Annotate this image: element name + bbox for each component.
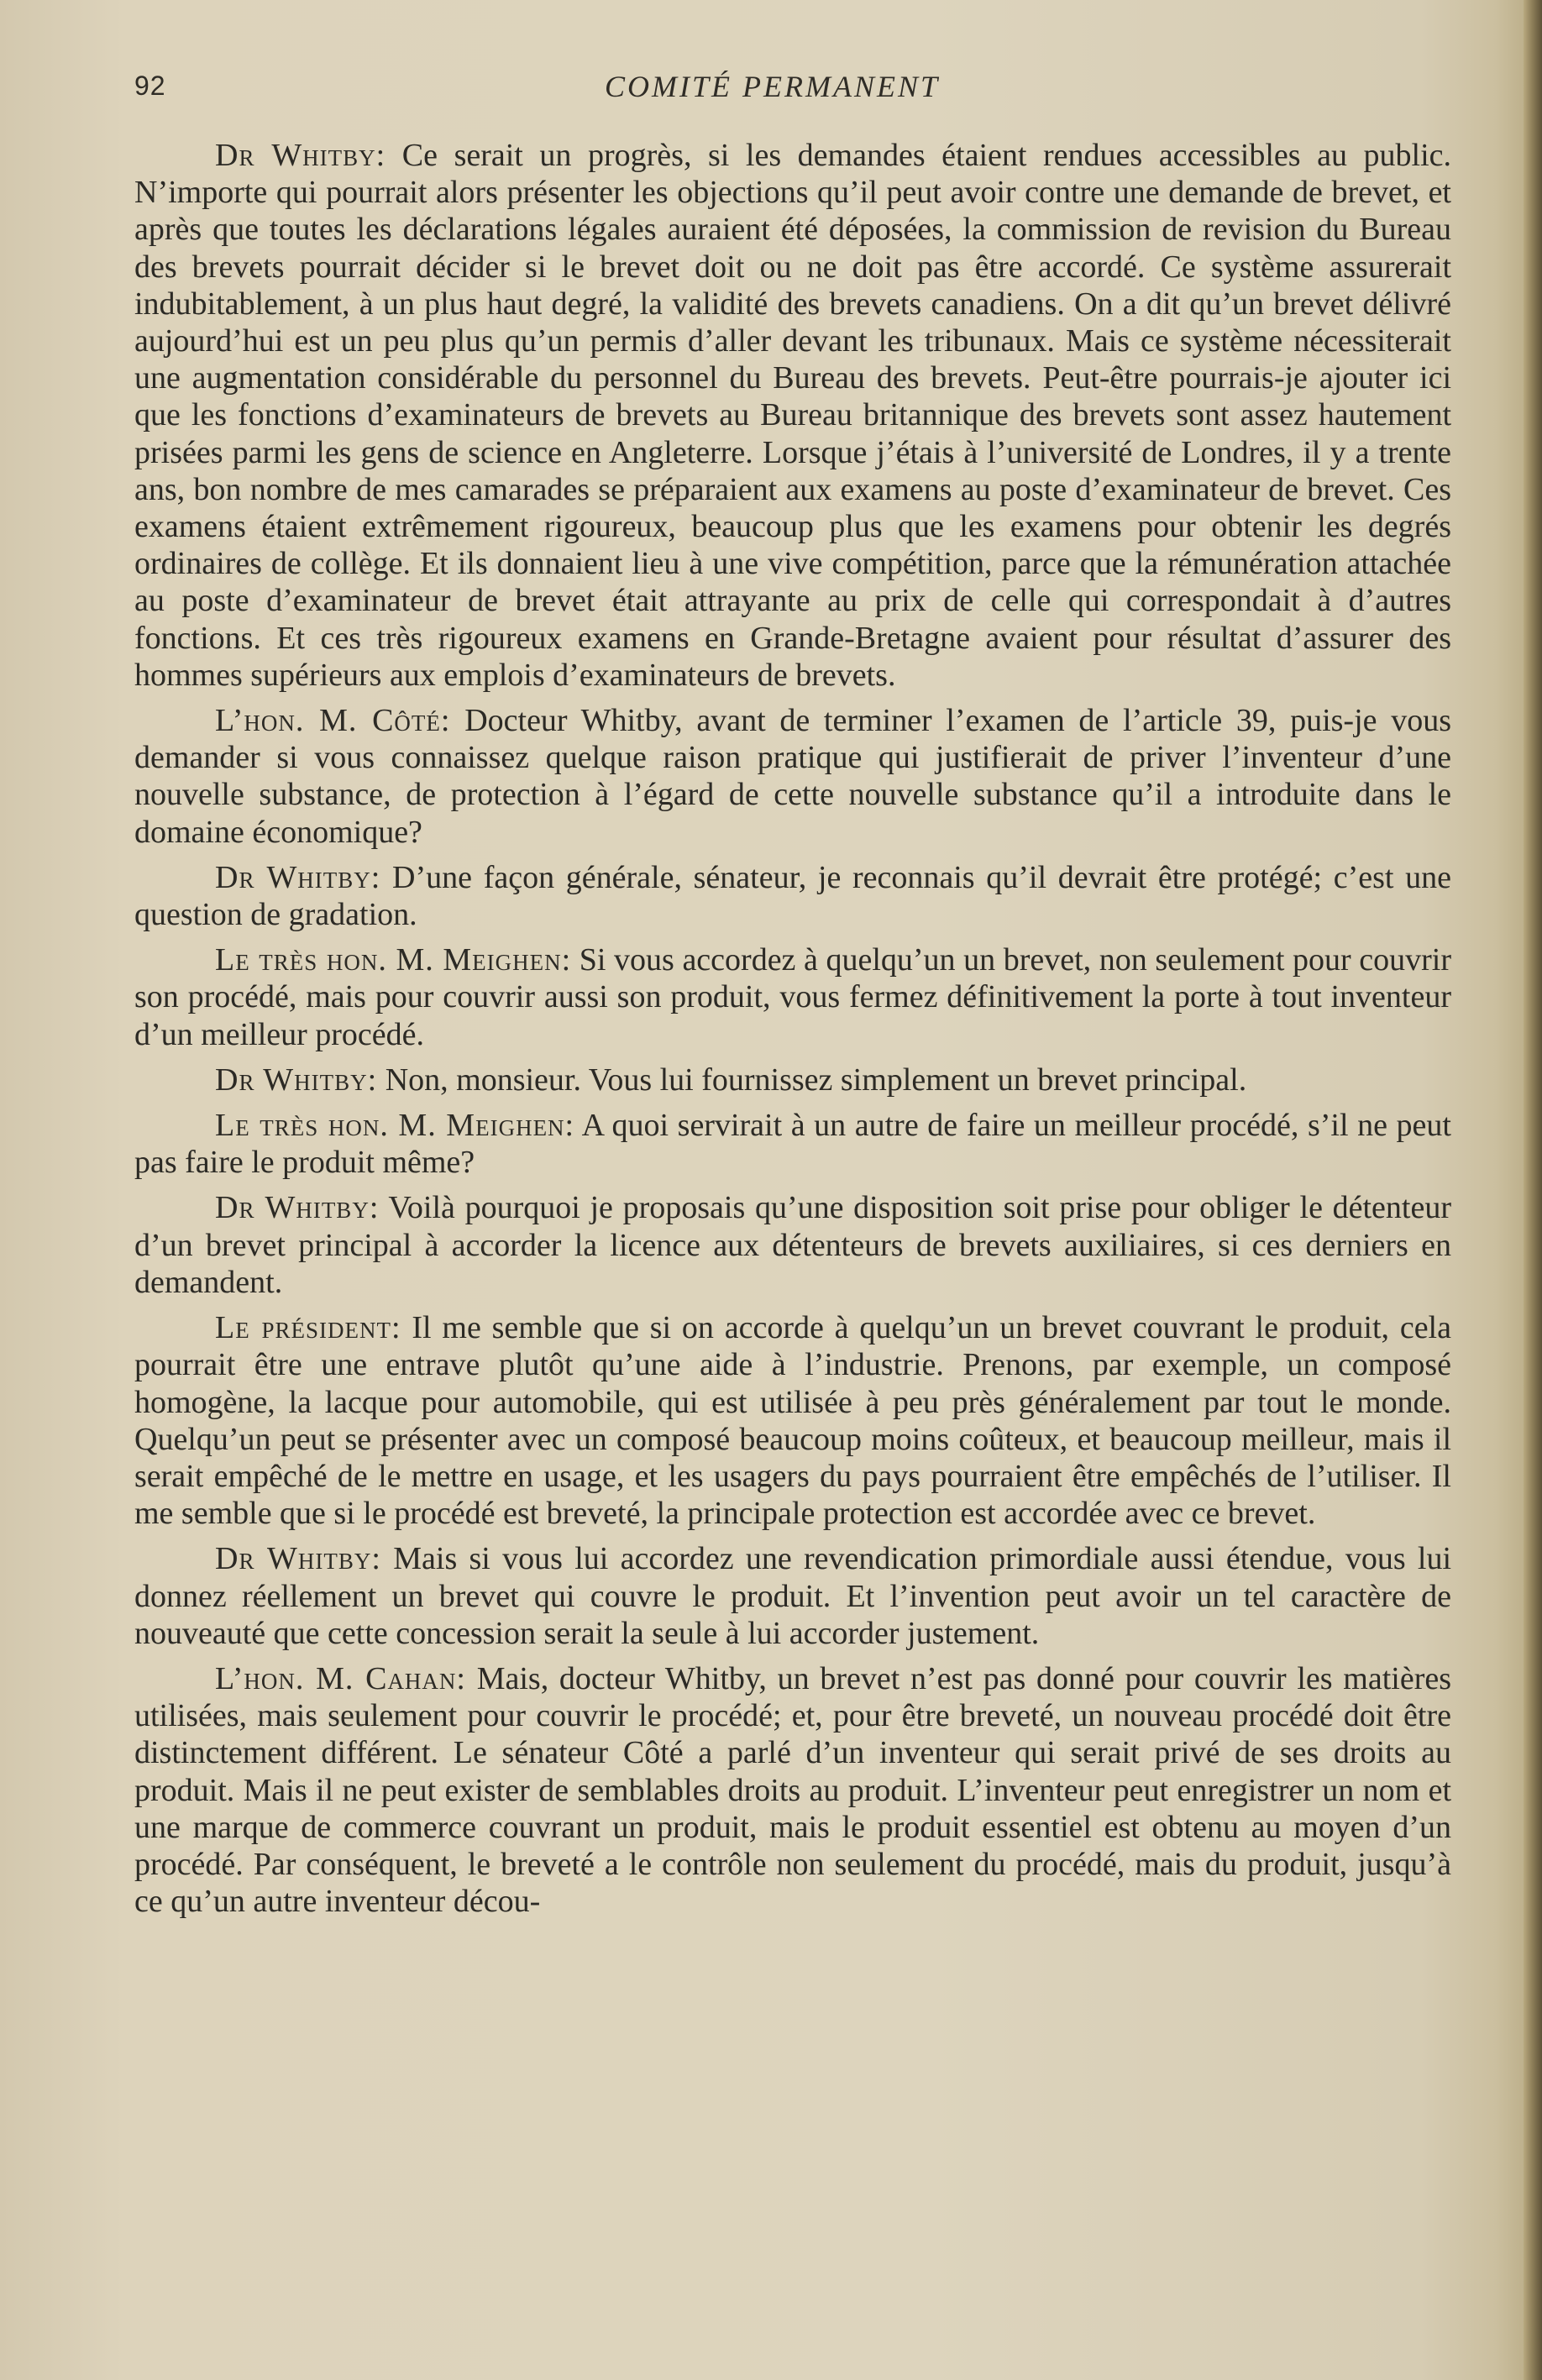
speaker-name: L’hon. M. Côté: [215, 703, 451, 739]
speaker-name: Le très hon. M. Meighen: [215, 1108, 575, 1144]
paragraph-text: Mais, docteur Whitby, un brevet n’est pas donné pour couvrir les matières utilisées, mais seulement pour couvrir le procédé; et, pour être breveté, un nouveau procédé doit être distinctement différent. Le sénateur Côté a parlé d’un inventeur qui serait privé de ses droits au produit. Mais il ne peut exister de semblables droits au produit. L’inventeur peut enregistrer un nom et une marque de commerce couvrant un produit, mais le produit essentiel est obtenu au moyen d’un procédé. Par conséquent, le breveté a le contrôle non seulement du procédé, mais du produit, jusqu’à ce qu’un autre inventeur décou- [134, 1660, 1451, 1920]
paragraph [134, 1660, 1451, 1920]
book-spine-shadow [1524, 0, 1542, 2380]
paragraph-text: Docteur Whitby, avant de terminer l’examen de l’article 39, puis-je vous demander si vous connaissez quelque raison pratique qui justifierait de priver l’inventeur d’une nouvelle substance, de protection à l’égard de cette nouvelle substance qu’il a introduite dans le domaine économique? [134, 703, 1451, 850]
speaker-name: Dr Whitby: [215, 138, 386, 173]
paragraph [134, 859, 1451, 933]
speaker-name: Dr Whitby: [215, 1190, 380, 1226]
paragraph [134, 137, 1451, 694]
page-header [0, 67, 1542, 118]
page-number: 92 [134, 71, 166, 101]
speaker-name: Dr Whitby: [215, 1062, 378, 1098]
speaker-name: Le très hon. M. Meighen: [215, 942, 572, 978]
speaker-name: Le président: [215, 1310, 401, 1346]
transcript-body [134, 137, 1451, 1928]
paragraph-text: Il me semble que si on accorde à quelqu’un un brevet couvrant le produit, cela pourrait être une entrave plutôt qu’une aide à l’industrie. Prenons, par exemple, un composé homogène, la lacque pour automobile, qui est utilisée à peu près généralement par tout le monde. Quelqu’un peut se présenter avec un composé beaucoup moins coûteux, et beaucoup meilleur, mais il serait empêché de le mettre en usage, et les usagers du pays pourraient être empêchés de l’utiliser. Il me semble que si le procédé est breveté, la principale protection est accordée avec ce brevet. [134, 1310, 1451, 1532]
paragraph-text: A quoi servirait à un autre de faire un meilleur procédé, s’il ne peut pas faire le produit même? [134, 1108, 1451, 1181]
paragraph [134, 1107, 1451, 1181]
paragraph [134, 1062, 1451, 1098]
paragraph [134, 1189, 1451, 1301]
paragraph-text: Non, monsieur. Vous lui fournissez simplement un brevet principal. [377, 1062, 1247, 1098]
speaker-name: Dr Whitby: [215, 1541, 381, 1577]
speaker-name: L’hon. M. Cahan: [215, 1660, 466, 1696]
paragraph [134, 1309, 1451, 1532]
paragraph-text: Voilà pourquoi je proposais qu’une disposition soit prise pour obliger le détenteur d’un brevet principal à accorder la licence aux détenteurs de brevets auxiliaires, si ces derniers en demandent. [134, 1190, 1451, 1300]
running-title: COMITÉ PERMANENT [605, 70, 940, 103]
paragraph-text: D’une façon générale, sénateur, je reconnais qu’il devrait être protégé; c’est une question de gradation. [134, 859, 1451, 933]
speaker-name: Dr Whitby: [215, 859, 381, 895]
paragraph-text: Ce serait un progrès, si les demandes étaient rendues accessibles au public. N’importe qui pourrait alors présenter les objections qu’il peut avoir contre une demande de brevet, et après que toutes les déclarations légales auraient été déposées, la commission de revision du Bureau des brevets pourrait décider si le brevet doit ou ne doit pas être accordé. Ce système assurerait indubitablement, à un plus haut degré, la validité des brevets canadiens. On a dit qu’un brevet délivré aujourd’hui est un peu plus qu’un permis d’aller devant les tribunaux. Mais ce système nécessiterait une augmentation considérable du personnel du Bureau des brevets. Peut-être pourrais-je ajouter ici que les fonctions d’examinateurs de brevets au Bureau britannique des brevets sont assez hautement prisées parmi les gens de science en Angleterre. Lorsque j’étais à l’université de Londres, il y a trente ans, bon nombre de mes camarades se préparaient aux examens au poste d’examinateur de brevet. Ces examens étaient extrêmement rigoureux, beaucoup plus que les examens pour obtenir les degrés ordinaires de collège. Et ils donnaient lieu à une vive compétition, parce que la rémunération attachée au poste d’examinateur de brevet était attrayante au prix de celle qui correspondait à d’autres fonctions. Et ces très rigoureux examens en Grande-Bretagne avaient pour résultat d’assurer des hommes supérieurs aux emplois d’examinateurs de brevets. [134, 138, 1451, 693]
paragraph-text: Si vous accordez à quelqu’un un brevet, non seulement pour couvrir son procédé, mais pour couvrir aussi son produit, vous fermez définitivement la porte à tout inventeur d’un meilleur procédé. [134, 942, 1451, 1052]
paragraph-text: Mais si vous lui accordez une revendication primordiale aussi étendue, vous lui donnez réellement un brevet qui couvre le produit. Et l’invention peut avoir un tel caractère de nouveauté que cette concession serait la seule à lui accorder justement. [134, 1541, 1451, 1651]
paragraph [134, 941, 1451, 1053]
paragraph [134, 702, 1451, 851]
paragraph [134, 1540, 1451, 1652]
